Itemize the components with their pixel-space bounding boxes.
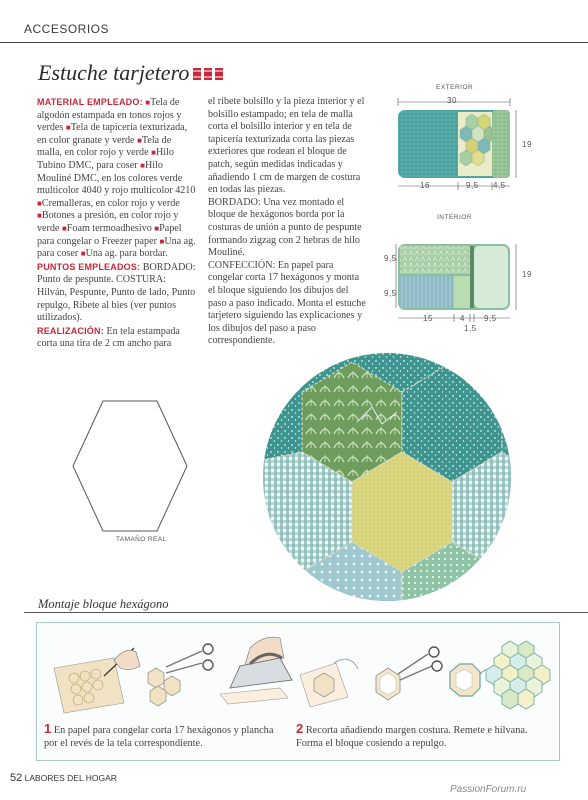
article-title: Estuche tarjetero (38, 60, 190, 85)
hexagon-block-icon (486, 641, 550, 709)
puntos-label: PUNTOS EMPLEADOS: (37, 261, 141, 272)
scissors-icon (376, 647, 442, 700)
hexagon-caption: TAMAÑO REAL (116, 536, 167, 543)
step-number: 1 (44, 721, 52, 736)
interior-diagram (384, 226, 534, 336)
dim-width: 30 (447, 96, 457, 105)
material-item: Tela de tapicería texturizada, en color granate y verde (37, 122, 188, 146)
material-item: Papel para congelar o Freezer paper (37, 222, 182, 247)
scissors-icon (148, 644, 213, 706)
paragraph: el ribete bolsillo y la pieza interior y el bolsillo estampado; en tela de malla corta el bolsillo interior y en tela de tapicería texturizada corta las piezas exteriores que rodean el bloque de patch, según medidas indicadas y añadiendo 1 cm de margen de costura en todas las piezas. (208, 96, 365, 196)
page-number: 52 (10, 772, 23, 784)
hexagon-template (70, 400, 190, 532)
material-item: Una ag. para bordar. (85, 248, 168, 260)
material-label: MATERIAL EMPLEADO: (37, 97, 143, 107)
difficulty-spools-icon (192, 68, 226, 80)
step-text: Recorta añadiendo margen costura. Remete e hilvana. Forma el bloque cosiendo a repulgo. (296, 725, 528, 749)
dim-left: 9,5 (384, 289, 397, 298)
montaje-rule (24, 612, 588, 613)
dim-bottom: 1,5 (464, 324, 477, 333)
header-rule (0, 42, 588, 43)
paragraph: CONFECCIÓN: En papel para congelar corta 17 hexágonos y monta el bloque siguiendo los dibujos del paso a paso indicado. Monta el estuche tarjetero siguiendo las explicaciones y los dibujos del paso a paso correspondiente. (208, 259, 366, 347)
section-header: ACCESORIOS (24, 22, 110, 36)
material-item: Hilo Tubino DMC, para coser (37, 147, 174, 171)
material-item: Foam termoadhesivo (66, 222, 152, 234)
dim-bottom: 16 (420, 181, 430, 190)
iron-icon (220, 637, 292, 704)
material-text: Tela de algodón estampada en tonos rojos y verdes (37, 97, 182, 134)
montaje-title: Montaje bloque hexágono (38, 597, 169, 611)
interior-label: INTERIOR (437, 214, 473, 221)
material-item: Botones a presión, en color rojo y verde (37, 210, 179, 234)
dim-height: 19 (522, 270, 532, 279)
fabric-hexagon-icon (300, 659, 358, 707)
exterior-diagram (392, 94, 532, 194)
freezer-paper-drawing (54, 648, 140, 713)
dim-height: 19 (522, 140, 532, 149)
realizacion-text: En tela estampada corta una tira de 2 cm ancho para (37, 325, 180, 350)
paragraph: BORDADO: Una vez montado el bloque de hexágonos borda por la costuras de unión a punto de pespunte formando zigzag con 2 hebras de hilo Mouliné. (208, 196, 362, 259)
dim-bottom: 15 (423, 314, 433, 323)
puntos-text: BORDADO: Punto de pespunte. COSTURA: Hilván, Pespunte, Punto de lado, Punto repulgo, Ribete al bies (ver puntos utilizados). (37, 261, 196, 324)
step-1 (44, 722, 284, 750)
dim-bottom: 9,5 (484, 314, 497, 323)
step-number: 2 (296, 721, 304, 736)
step-2 (296, 722, 546, 750)
step-text: En papel para congelar corta 17 hexágonos y plancha por el revés de la tela correspondiente. (44, 725, 274, 749)
watermark-brand: PassionForum.ru (450, 784, 527, 795)
material-item: Hilo Mouliné DMC, en los colores verde multicolor 4040 y rojo multicolor 4210 (37, 159, 196, 197)
exterior-label: EXTERIOR (436, 84, 474, 91)
text-column-1: MATERIAL EMPLEADO: ■Tela de algodón estampada en tonos rojos y verdes ■Tela de tapicería texturizada, en color granate y verde ■Tela de malla, en color rojo y verde ■Hilo Tubino DMC, para coser ■Hilo Mouliné DMC, en los colores verde multicolor 4040 y rojo multicolor 4210 ■Cremalleras, en color rojo y verde ■Botones a presión, en color rojo y verde ■Foam termoadhesivo ■Papel para congelar o Freezer paper ■Una ag. para coser ■Una ag. para bordar. PUNTOS EMPLEADOS: BORDADO: Punto de pespunte. COSTURA: Hilván, Pespunte, Punto de lado, Punto repulgo, Ribete al bies (ver puntos utilizados). REALIZACIÓN: En tela estampada corta una tira de 2 cm ancho para (37, 97, 196, 350)
dim-bottom: 9,5 (466, 181, 479, 190)
material-item: Cremalleras, en color rojo y verde (41, 197, 180, 209)
dim-bottom: 4,5 (493, 181, 506, 190)
montaje-illustrations (40, 628, 556, 714)
material-item: Una ag. para coser (37, 235, 196, 260)
material-item: Tela de malla, en color rojo y verde (37, 134, 172, 159)
page-footer (10, 772, 117, 784)
dim-bottom: 4 (460, 314, 465, 323)
magazine-name: LABORES DEL HOGAR (24, 773, 117, 783)
dim-left: 9,5 (384, 254, 397, 263)
fabric-hexagon-photo (262, 352, 512, 602)
realizacion-label: REALIZACIÓN: (37, 325, 104, 336)
text-column-2 (208, 96, 368, 348)
